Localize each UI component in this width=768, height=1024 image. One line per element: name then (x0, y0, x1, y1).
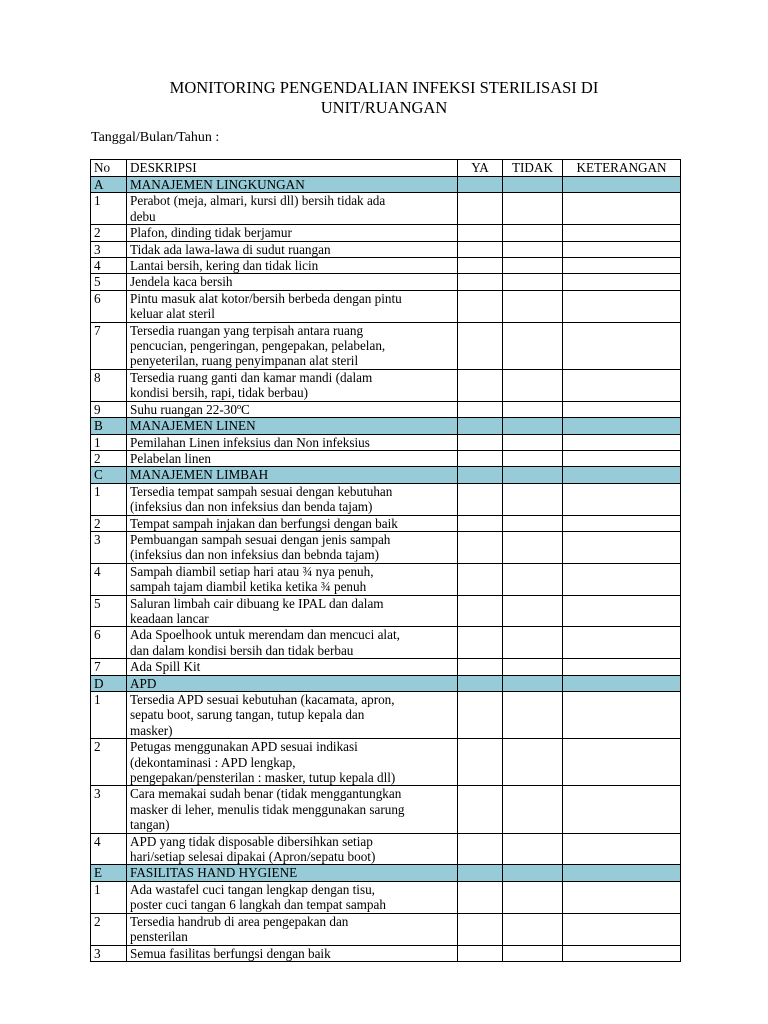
ya-check-cell (458, 881, 503, 913)
tidak-check-cell (503, 945, 563, 961)
keterangan-cell (563, 833, 681, 865)
table-row (91, 434, 681, 450)
tidak-check-cell (503, 483, 563, 515)
item-description (127, 369, 458, 401)
item-number: 1 (91, 193, 127, 225)
section-code: B (91, 418, 127, 434)
keterangan-cell (563, 434, 681, 450)
ya-check-cell (458, 193, 503, 225)
section-title: FASILITAS HAND HYGIENE (127, 865, 458, 881)
header-no: No (91, 160, 127, 177)
table-row (91, 692, 681, 739)
table-row (91, 945, 681, 961)
item-number: 5 (91, 274, 127, 290)
table-row (91, 483, 681, 515)
tidak-check-cell (503, 786, 563, 833)
description-line: APD yang tidak disposable dibersihkan setiap (130, 833, 373, 849)
keterangan-cell (563, 515, 681, 531)
header-ya: YA (458, 160, 503, 177)
table-row (91, 450, 681, 466)
description-line: (dekontaminasi : APD lengkap, (130, 754, 296, 770)
item-description (127, 434, 458, 450)
title-line-1: MONITORING PENGENDALIAN INFEKSI STERILISASI DI (169, 78, 599, 97)
ya-check-cell (458, 434, 503, 450)
description-line: keluar alat steril (130, 306, 215, 322)
description-line: Pemilahan Linen infeksius dan Non infeksius (130, 434, 370, 450)
ya-check-cell (458, 369, 503, 401)
item-description (127, 786, 458, 833)
item-number: 4 (91, 563, 127, 595)
item-number: 9 (91, 401, 127, 417)
description-line: Tersedia handrub di area pengepakan dan (130, 913, 349, 929)
description-line: Tersedia APD sesuai kebutuhan (kacamata, apron, (130, 692, 395, 707)
item-number: 4 (91, 833, 127, 865)
tidak-check-cell (503, 193, 563, 225)
description-line: Cara memakai sudah benar (tidak menggantungkan (130, 786, 402, 802)
description-line: hari/setiap selesai dipakai (Apron/sepatu boot) (130, 849, 376, 865)
section-ya-cell (458, 177, 503, 193)
item-description (127, 692, 458, 739)
tidak-check-cell (503, 322, 563, 369)
table-row (91, 193, 681, 225)
header-deskripsi: DESKRIPSI (127, 160, 458, 177)
description-line: sepatu boot, sarung tangan, tutup kepala dan (130, 707, 365, 723)
item-description (127, 531, 458, 563)
description-line: Perabot (meja, almari, kursi dll) bersih tidak ada (130, 193, 386, 209)
section-tidak-cell (503, 467, 563, 483)
section-code: D (91, 675, 127, 691)
description-line: poster cuci tangan 6 langkah dan tempat sampah (130, 897, 386, 913)
ya-check-cell (458, 659, 503, 675)
tidak-check-cell (503, 515, 563, 531)
description-line: tangan) (130, 817, 170, 833)
description-line: penyeterilan, ruang penyimpanan alat steril (130, 353, 359, 369)
section-row (91, 865, 681, 881)
description-line: pensterilan (130, 929, 188, 945)
table-row (91, 595, 681, 627)
keterangan-cell (563, 369, 681, 401)
tidak-check-cell (503, 290, 563, 322)
item-description (127, 450, 458, 466)
section-code: E (91, 865, 127, 881)
keterangan-cell (563, 531, 681, 563)
item-number: 1 (91, 434, 127, 450)
table-row (91, 627, 681, 659)
section-keterangan-cell (563, 467, 681, 483)
section-ya-cell (458, 418, 503, 434)
section-code: A (91, 177, 127, 193)
section-row (91, 177, 681, 193)
keterangan-cell (563, 786, 681, 833)
keterangan-cell (563, 739, 681, 786)
item-number: 6 (91, 290, 127, 322)
table-row (91, 369, 681, 401)
ya-check-cell (458, 483, 503, 515)
table-row (91, 241, 681, 257)
keterangan-cell (563, 881, 681, 913)
tidak-check-cell (503, 627, 563, 659)
description-line: (infeksius dan non infeksius dan benda tajam) (130, 499, 373, 515)
description-line: masker di leher, menulis tidak menggunakan sarung (130, 801, 405, 817)
description-line: Petugas menggunakan APD sesuai indikasi (130, 739, 358, 755)
description-line: Ada wastafel cuci tangan lengkap dengan tisu, (130, 881, 375, 897)
description-line: Ada Spoelhook untuk merendam dan mencuci alat, (130, 627, 400, 643)
item-number: 2 (91, 450, 127, 466)
ya-check-cell (458, 692, 503, 739)
description-line: dan dalam kondisi bersih dan tidak berbau (130, 642, 354, 658)
tidak-check-cell (503, 659, 563, 675)
description-line: Pembuangan sampah sesuai dengan jenis sampah (130, 531, 391, 547)
table-row (91, 881, 681, 913)
item-number: 4 (91, 258, 127, 274)
section-title: MANAJEMEN LIMBAH (127, 467, 458, 483)
description-line: Semua fasilitas berfungsi dengan baik (130, 945, 331, 961)
item-description (127, 563, 458, 595)
ya-check-cell (458, 739, 503, 786)
item-description (127, 258, 458, 274)
item-description (127, 627, 458, 659)
item-number: 3 (91, 945, 127, 961)
description-line: Jendela kaca bersih (130, 274, 233, 290)
description-line: Sampah diambil setiap hari atau ¾ nya penuh, (130, 563, 374, 579)
keterangan-cell (563, 659, 681, 675)
item-number: 1 (91, 881, 127, 913)
title-line-2: UNIT/RUANGAN (320, 98, 448, 117)
keterangan-cell (563, 241, 681, 257)
tidak-check-cell (503, 739, 563, 786)
table-row (91, 786, 681, 833)
table-row (91, 274, 681, 290)
item-number: 2 (91, 739, 127, 786)
item-description (127, 483, 458, 515)
keterangan-cell (563, 258, 681, 274)
tidak-check-cell (503, 401, 563, 417)
item-description (127, 945, 458, 961)
section-ya-cell (458, 865, 503, 881)
keterangan-cell (563, 274, 681, 290)
table-row (91, 913, 681, 945)
ya-check-cell (458, 595, 503, 627)
keterangan-cell (563, 945, 681, 961)
item-description (127, 515, 458, 531)
description-line: masker) (130, 722, 173, 738)
table-row (91, 515, 681, 531)
ya-check-cell (458, 833, 503, 865)
table-row (91, 739, 681, 786)
table-row (91, 531, 681, 563)
keterangan-cell (563, 401, 681, 417)
tidak-check-cell (503, 531, 563, 563)
item-number: 2 (91, 913, 127, 945)
ya-check-cell (458, 225, 503, 241)
description-line: (infeksius dan non infeksius dan bebnda tajam) (130, 547, 380, 563)
ya-check-cell (458, 241, 503, 257)
item-number: 6 (91, 627, 127, 659)
section-row (91, 675, 681, 691)
keterangan-cell (563, 913, 681, 945)
keterangan-cell (563, 692, 681, 739)
tidak-check-cell (503, 595, 563, 627)
description-line: sampah tajam diambil ketika ketika ¾ penuh (130, 579, 367, 595)
document-title (0, 78, 768, 118)
item-number: 2 (91, 225, 127, 241)
tidak-check-cell (503, 692, 563, 739)
item-description (127, 274, 458, 290)
section-row (91, 467, 681, 483)
tidak-check-cell (503, 450, 563, 466)
tidak-check-cell (503, 833, 563, 865)
item-description (127, 739, 458, 786)
section-keterangan-cell (563, 418, 681, 434)
table-row (91, 563, 681, 595)
tidak-check-cell (503, 274, 563, 290)
item-description (127, 595, 458, 627)
ya-check-cell (458, 531, 503, 563)
description-line: keadaan lancar (130, 610, 209, 626)
section-keterangan-cell (563, 675, 681, 691)
tidak-check-cell (503, 225, 563, 241)
item-number: 1 (91, 692, 127, 739)
section-title: MANAJEMEN LINGKUNGAN (127, 177, 458, 193)
item-number: 3 (91, 786, 127, 833)
item-description (127, 659, 458, 675)
tidak-check-cell (503, 434, 563, 450)
table-row (91, 225, 681, 241)
table-row (91, 401, 681, 417)
ya-check-cell (458, 786, 503, 833)
section-title: APD (127, 675, 458, 691)
description-line: Tersedia tempat sampah sesuai dengan kebutuhan (130, 483, 393, 499)
description-line: Tidak ada lawa-lawa di sudut ruangan (130, 241, 331, 257)
header-row (91, 160, 681, 177)
item-description (127, 290, 458, 322)
ya-check-cell (458, 322, 503, 369)
description-line: Lantai bersih, kering dan tidak licin (130, 258, 319, 274)
section-keterangan-cell (563, 865, 681, 881)
ya-check-cell (458, 258, 503, 274)
item-description (127, 225, 458, 241)
keterangan-cell (563, 290, 681, 322)
description-line: pengepakan/pensterilan : masker, tutup kepala dll) (130, 770, 396, 786)
item-number: 1 (91, 483, 127, 515)
description-line: Pelabelan linen (130, 450, 211, 466)
item-number: 3 (91, 531, 127, 563)
description-line: Tersedia ruang ganti dan kamar mandi (dalam (130, 369, 373, 385)
item-number: 5 (91, 595, 127, 627)
description-line: kondisi bersih, rapi, tidak berbau) (130, 385, 308, 401)
item-description (127, 322, 458, 369)
ya-check-cell (458, 450, 503, 466)
section-code: C (91, 467, 127, 483)
description-line: Ada Spill Kit (130, 659, 201, 675)
tidak-check-cell (503, 881, 563, 913)
keterangan-cell (563, 225, 681, 241)
description-line: Tempat sampah injakan dan berfungsi dengan baik (130, 515, 398, 531)
tidak-check-cell (503, 563, 563, 595)
keterangan-cell (563, 450, 681, 466)
ya-check-cell (458, 945, 503, 961)
description-line: Suhu ruangan 22-30ºC (130, 401, 250, 417)
table-row (91, 258, 681, 274)
section-tidak-cell (503, 177, 563, 193)
checklist-table (90, 159, 681, 962)
tidak-check-cell (503, 913, 563, 945)
ya-check-cell (458, 290, 503, 322)
tidak-check-cell (503, 369, 563, 401)
description-line: Tersedia ruangan yang terpisah antara ruang (130, 322, 364, 338)
item-description (127, 401, 458, 417)
tidak-check-cell (503, 258, 563, 274)
item-description (127, 913, 458, 945)
item-number: 7 (91, 322, 127, 369)
ya-check-cell (458, 913, 503, 945)
item-description (127, 881, 458, 913)
item-number: 3 (91, 241, 127, 257)
tidak-check-cell (503, 241, 563, 257)
ya-check-cell (458, 274, 503, 290)
item-description (127, 193, 458, 225)
section-ya-cell (458, 467, 503, 483)
section-row (91, 418, 681, 434)
table-row (91, 322, 681, 369)
ya-check-cell (458, 627, 503, 659)
keterangan-cell (563, 483, 681, 515)
section-tidak-cell (503, 675, 563, 691)
keterangan-cell (563, 563, 681, 595)
keterangan-cell (563, 322, 681, 369)
description-line: Plafon, dinding tidak berjamur (130, 225, 292, 241)
item-number: 7 (91, 659, 127, 675)
keterangan-cell (563, 193, 681, 225)
ya-check-cell (458, 401, 503, 417)
ya-check-cell (458, 563, 503, 595)
section-title: MANAJEMEN LINEN (127, 418, 458, 434)
header-tidak: TIDAK (503, 160, 563, 177)
date-field-label: Tanggal/Bulan/Tahun : (91, 130, 220, 145)
description-line: Saluran limbah cair dibuang ke IPAL dan dalam (130, 595, 384, 611)
keterangan-cell (563, 627, 681, 659)
table-row (91, 833, 681, 865)
ya-check-cell (458, 515, 503, 531)
table-row (91, 290, 681, 322)
item-number: 2 (91, 515, 127, 531)
item-description (127, 833, 458, 865)
item-number: 8 (91, 369, 127, 401)
keterangan-cell (563, 595, 681, 627)
description-line: pencucian, pengeringan, pengepakan, pelabelan, (130, 338, 386, 354)
description-line: debu (130, 208, 156, 224)
section-ya-cell (458, 675, 503, 691)
section-tidak-cell (503, 418, 563, 434)
header-keterangan: KETERANGAN (563, 160, 681, 177)
description-line: Pintu masuk alat kotor/bersih berbeda dengan pintu (130, 290, 402, 306)
table-row (91, 659, 681, 675)
section-tidak-cell (503, 865, 563, 881)
item-description (127, 241, 458, 257)
section-keterangan-cell (563, 177, 681, 193)
